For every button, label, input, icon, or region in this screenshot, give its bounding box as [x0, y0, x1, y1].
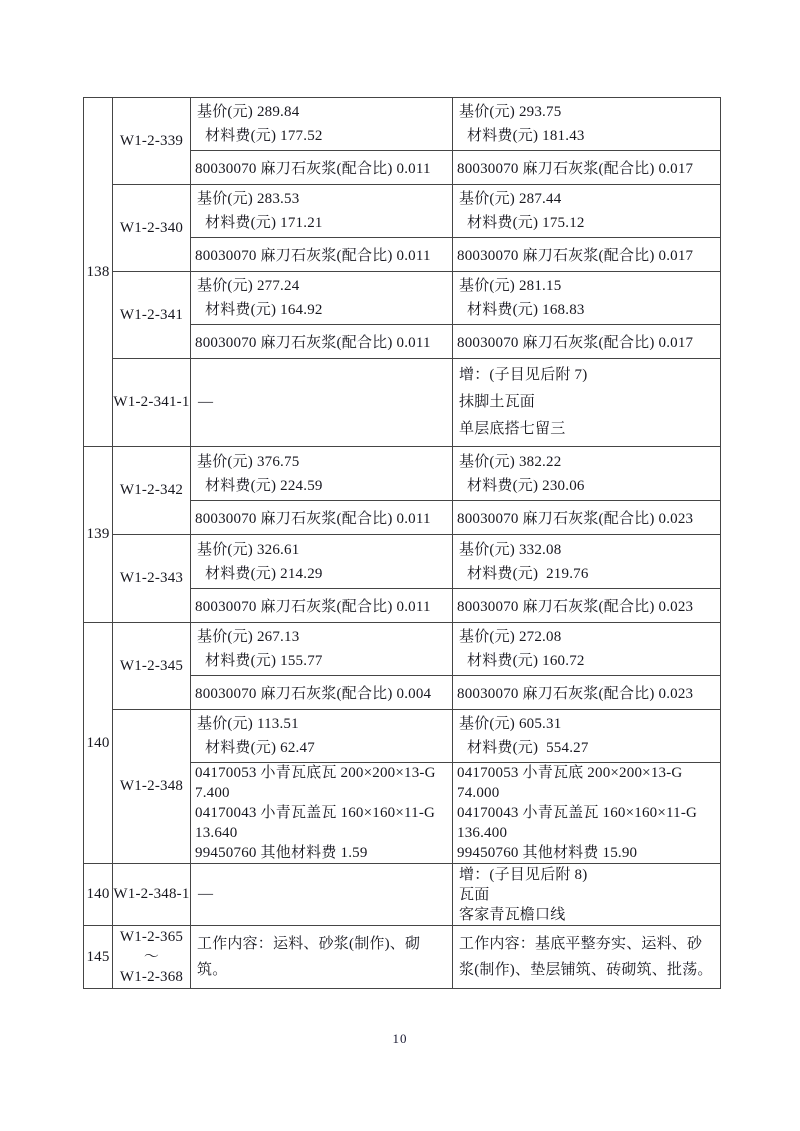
base-price-line: 基价(元) 267.13	[197, 629, 300, 645]
price-cell-right	[453, 98, 721, 151]
price-cell-left	[191, 710, 453, 763]
base-price-line: 基价(元) 376.75	[197, 453, 300, 470]
material-fee-line: 材料费(元) 164.92	[205, 302, 323, 318]
material-detail-right: 80030070 麻刀石灰浆(配合比) 0.017	[453, 238, 721, 272]
base-price-line: 基价(元) 605.31	[459, 716, 562, 732]
base-price-line: 基价(元) 293.75	[459, 104, 562, 120]
material-line: 136.400	[457, 825, 508, 841]
work-content-right: 工作内容：基底平整夯实、运料、砂浆(制作)、垫层铺筑、砖砌筑、批荡。	[453, 926, 721, 989]
price-cell-right	[453, 447, 721, 501]
price-cell-left	[191, 535, 453, 589]
base-price-line: 基价(元) 326.61	[197, 541, 300, 558]
code-range-cell	[113, 926, 191, 989]
price-cell-right	[453, 272, 721, 325]
base-price-line: 基价(元) 281.15	[459, 278, 562, 294]
material-line: 7.400	[195, 785, 230, 801]
material-line: 13.640	[195, 825, 238, 841]
base-price-line: 基价(元) 272.08	[459, 629, 562, 645]
base-price-line: 基价(元) 332.08	[459, 541, 562, 558]
note-cell	[453, 864, 721, 926]
material-line: 99450760 其他材料费 15.90	[457, 845, 638, 861]
dash-cell: —	[191, 359, 453, 447]
price-cell-left	[191, 447, 453, 501]
pricing-table	[83, 97, 721, 989]
page-cell: 140	[84, 623, 113, 864]
material-fee-line: 材料费(元) 175.12	[467, 215, 585, 231]
material-detail-left: 80030070 麻刀石灰浆(配合比) 0.011	[191, 151, 453, 185]
material-fee-line: 材料费(元) 168.83	[467, 302, 585, 318]
code-range-start: W1-2-365	[119, 929, 184, 945]
material-detail-right: 80030070 麻刀石灰浆(配合比) 0.023	[453, 501, 721, 535]
material-detail-right: 80030070 麻刀石灰浆(配合比) 0.017	[453, 151, 721, 185]
note-line: 抹脚土瓦面	[459, 394, 536, 410]
note-line: 单层底搭七留三	[459, 421, 566, 437]
base-price-line: 基价(元) 287.44	[459, 191, 562, 207]
base-price-line: 基价(元) 283.53	[197, 191, 300, 207]
code-cell: W1-2-348	[113, 710, 191, 864]
code-range-end: W1-2-368	[119, 969, 184, 985]
material-fee-line: 材料费(元) 554.27	[467, 740, 589, 756]
material-fee-line: 材料费(元) 160.72	[467, 653, 585, 669]
material-fee-line: 材料费(元) 230.06	[467, 477, 585, 494]
material-fee-line: 材料费(元) 219.76	[467, 565, 589, 582]
price-cell-left	[191, 623, 453, 676]
page-number: 10	[392, 1031, 408, 1046]
material-detail-left: 80030070 麻刀石灰浆(配合比) 0.011	[191, 589, 453, 623]
material-detail-right: 80030070 麻刀石灰浆(配合比) 0.017	[453, 325, 721, 359]
code-cell: W1-2-348-1	[113, 864, 191, 926]
note-line: 客家青瓦檐口线	[459, 906, 566, 923]
material-detail-left: 80030070 麻刀石灰浆(配合比) 0.004	[191, 676, 453, 710]
code-cell: W1-2-342	[113, 447, 191, 535]
tilde-separator: ～	[143, 949, 160, 965]
material-detail-right: 80030070 麻刀石灰浆(配合比) 0.023	[453, 589, 721, 623]
material-detail-left: 80030070 麻刀石灰浆(配合比) 0.011	[191, 501, 453, 535]
material-fee-line: 材料费(元) 177.52	[205, 128, 323, 144]
price-cell-right	[453, 185, 721, 238]
price-cell-left	[191, 98, 453, 151]
price-cell-left	[191, 185, 453, 238]
material-line: 04170053 小青瓦底 200×200×13-G	[457, 765, 683, 781]
material-fee-line: 材料费(元) 224.59	[205, 477, 323, 494]
dash-cell: —	[191, 864, 453, 926]
note-line: 瓦面	[459, 886, 490, 903]
base-price-line: 基价(元) 277.24	[197, 278, 300, 294]
material-line: 99450760 其他材料费 1.59	[195, 845, 368, 861]
material-line: 04170043 小青瓦盖瓦 160×160×11-G	[457, 805, 698, 821]
materials-list-left	[191, 763, 453, 864]
page-cell: 138	[84, 98, 113, 447]
base-price-line: 基价(元) 289.84	[197, 104, 300, 120]
material-detail-left: 80030070 麻刀石灰浆(配合比) 0.011	[191, 325, 453, 359]
material-line: 04170053 小青瓦底瓦 200×200×13-G	[195, 765, 436, 781]
note-cell	[453, 359, 721, 447]
material-fee-line: 材料费(元) 155.77	[205, 653, 323, 669]
material-fee-line: 材料费(元) 214.29	[205, 565, 323, 582]
price-cell-right	[453, 710, 721, 763]
base-price-line: 基价(元) 113.51	[197, 716, 299, 732]
code-cell: W1-2-341	[113, 272, 191, 359]
code-cell: W1-2-345	[113, 623, 191, 710]
material-fee-line: 材料费(元) 181.43	[467, 128, 585, 144]
material-line: 74.000	[457, 785, 500, 801]
price-cell-right	[453, 623, 721, 676]
materials-list-right	[453, 763, 721, 864]
work-content-left: 工作内容：运料、砂浆(制作)、砌筑。	[191, 926, 453, 989]
note-line: 增：(子目见后附 8)	[459, 866, 588, 883]
code-cell: W1-2-341-1	[113, 359, 191, 447]
price-cell-right	[453, 535, 721, 589]
material-detail-right: 80030070 麻刀石灰浆(配合比) 0.023	[453, 676, 721, 710]
code-cell: W1-2-343	[113, 535, 191, 623]
material-detail-left: 80030070 麻刀石灰浆(配合比) 0.011	[191, 238, 453, 272]
page-cell: 139	[84, 447, 113, 623]
page-cell: 140	[84, 864, 113, 926]
code-cell: W1-2-339	[113, 98, 191, 185]
material-fee-line: 材料费(元) 171.21	[205, 215, 323, 231]
price-cell-left	[191, 272, 453, 325]
material-fee-line: 材料费(元) 62.47	[205, 740, 315, 756]
base-price-line: 基价(元) 382.22	[459, 453, 562, 470]
note-line: 增：(子目见后附 7)	[459, 367, 588, 383]
page-cell: 145	[84, 926, 113, 989]
code-cell: W1-2-340	[113, 185, 191, 272]
material-line: 04170043 小青瓦盖瓦 160×160×11-G	[195, 805, 436, 821]
